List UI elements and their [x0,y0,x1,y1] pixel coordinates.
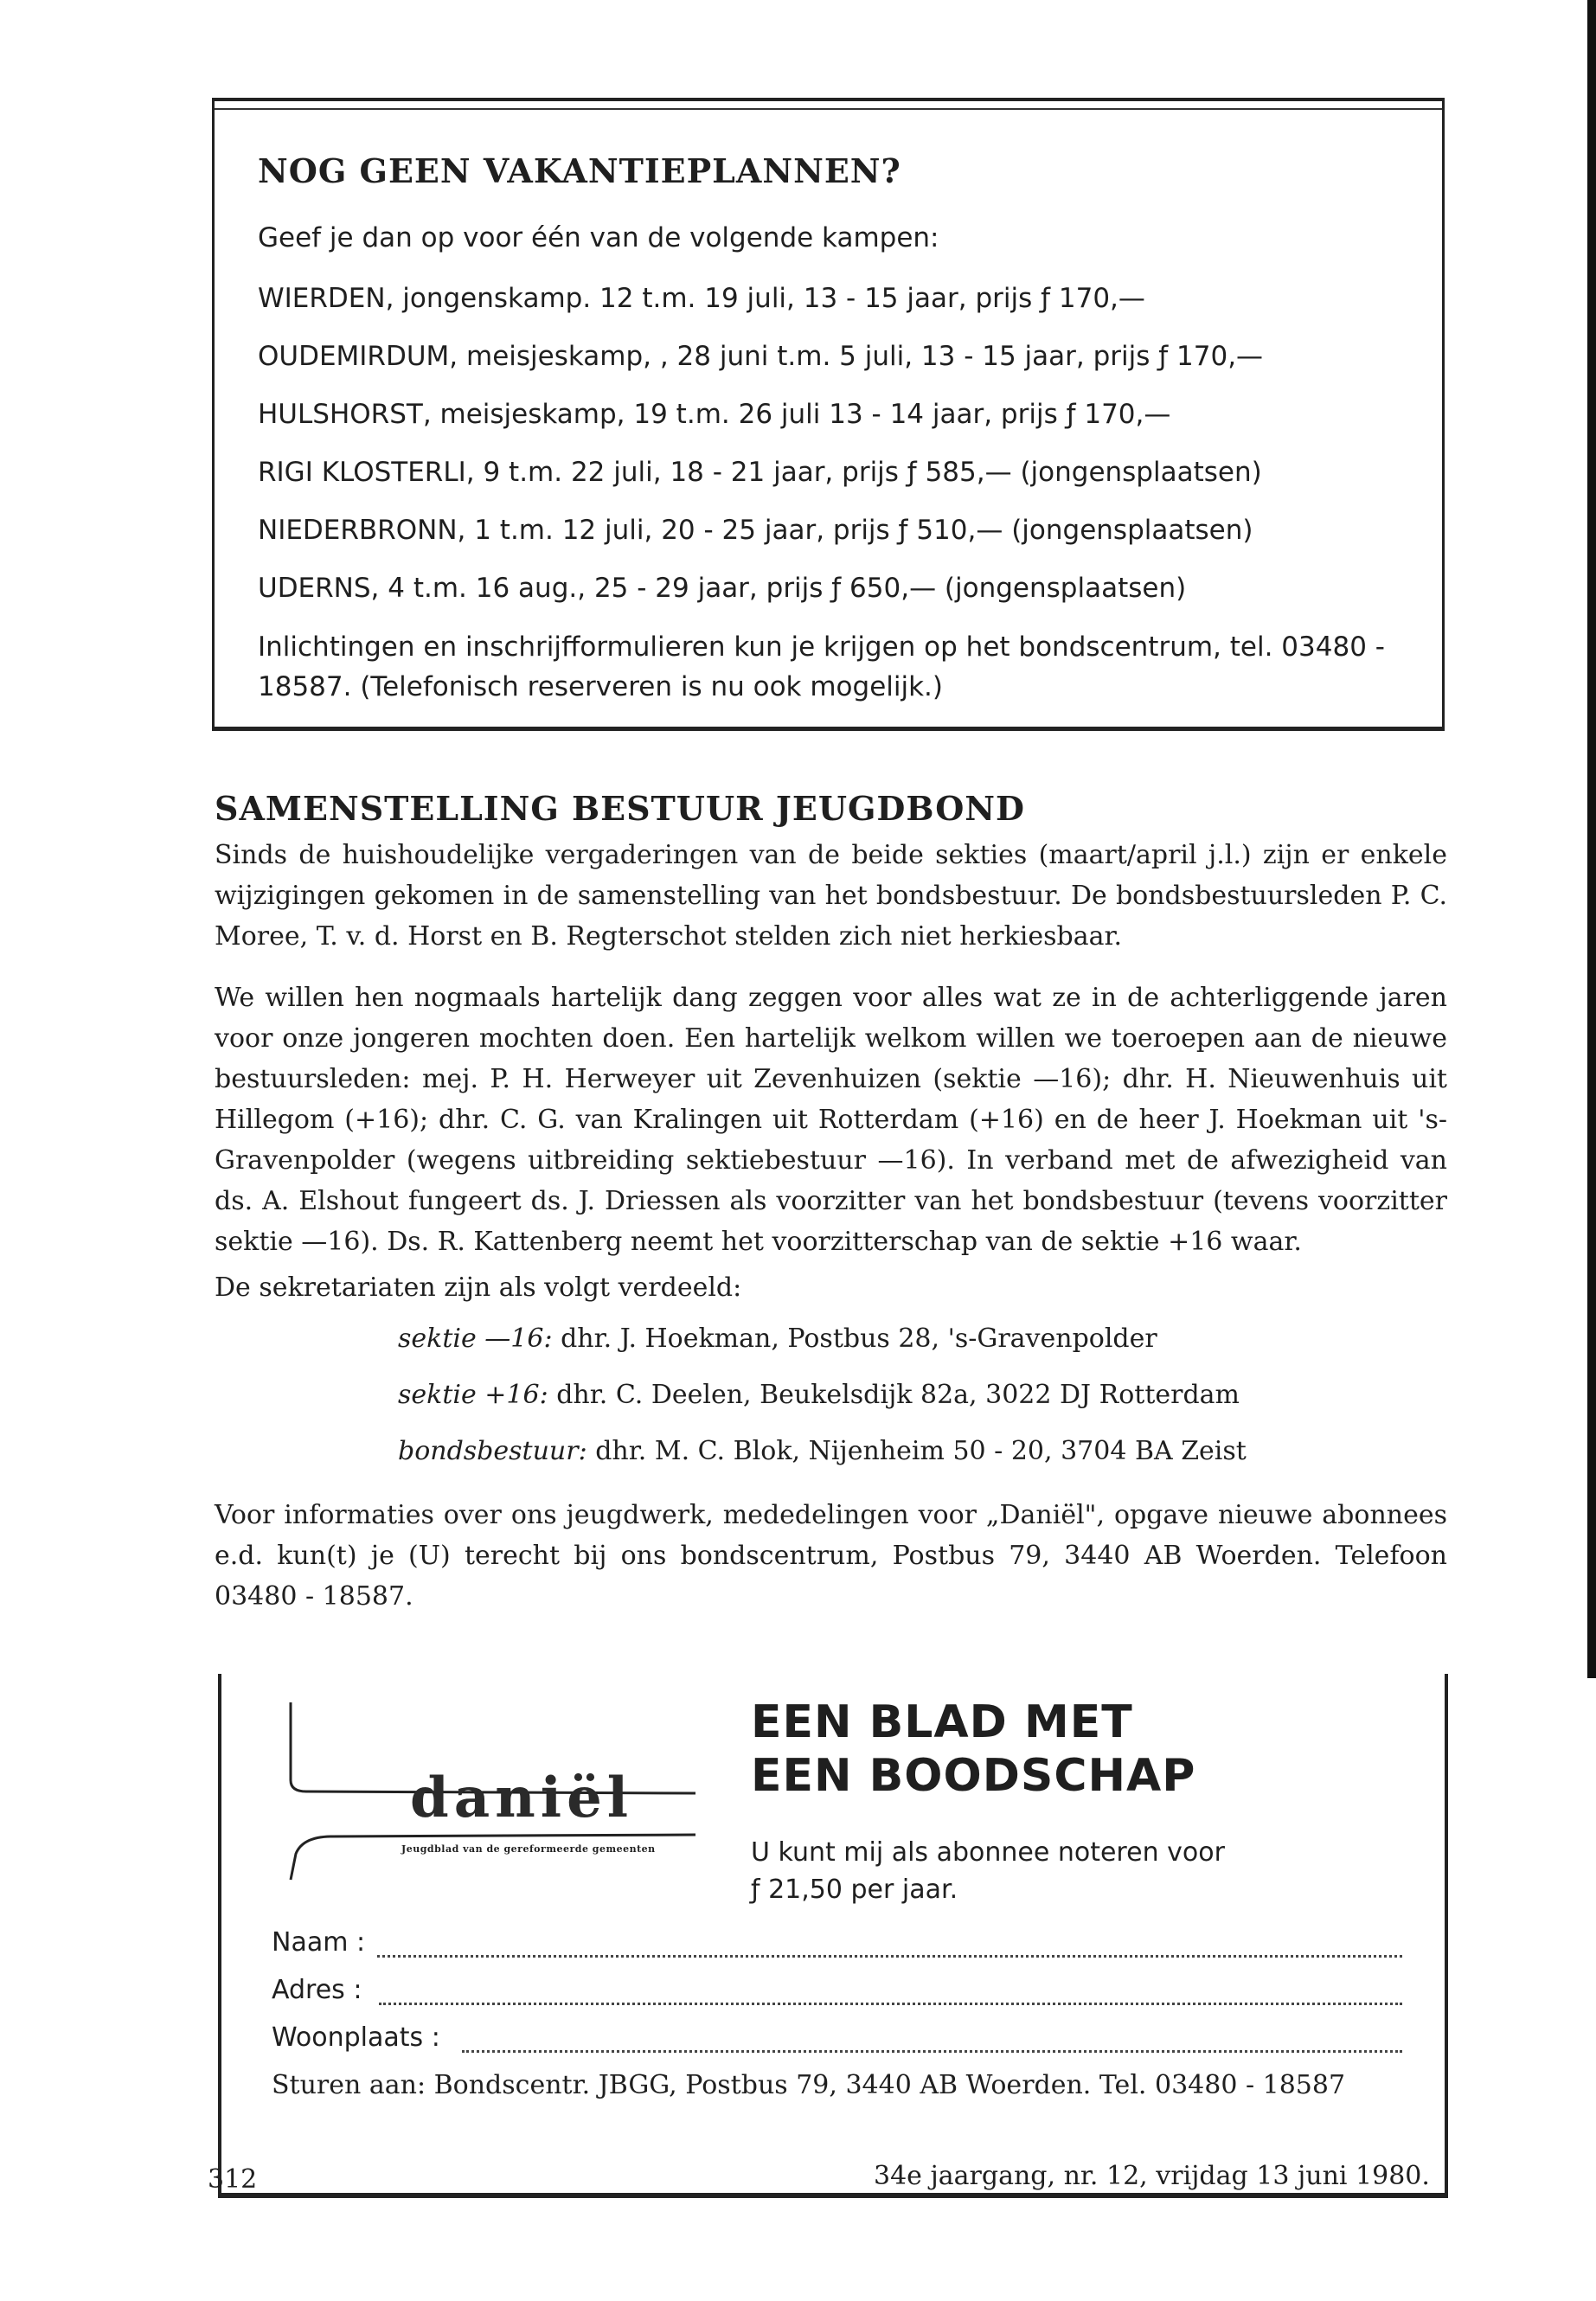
daniel-logo [280,1698,713,1888]
camp-item: UDERNS, 4 t.m. 16 aug., 25 - 29 jaar, prijs ƒ 650,— (jongensplaatsen) [258,573,1187,604]
camp-item: HULSHORST, meisjeskamp, 19 t.m. 26 juli 13 - 14 jaar, prijs ƒ 170,— [258,399,1171,430]
send-to-address: Sturen aan: Bondscentr. JBGG, Postbus 79, 3440 AB Woerden. Tel. 03480 - 18587 [272,2070,1346,2100]
bestuur-paragraph-3: De sekretariaten zijn als volgt verdeeld: [215,1272,742,1303]
address-text: dhr. M. C. Blok, Nijenheim 50 - 20, 3704 BA Zeist [586,1436,1247,1466]
field-naam-label: Naam : [272,1927,366,1958]
field-woonplaats-line[interactable] [462,2050,1402,2053]
bestuur-paragraph-4: Voor informaties over ons jeugdwerk, mededelingen voor „Daniël", opgave nieuwe abonnees e.d. kun(t) je (U) terecht bij ons bondscentrum, Postbus 79, 3440 AB Woerden. Telefoon 03480 - 18587. [215,1500,1447,1612]
address-label: sektie +16: [398,1380,548,1410]
slogan [751,1695,1195,1803]
vakantie-title: NOG GEEN VAKANTIEPLANNEN? [258,151,901,190]
bestuur-paragraph-2: We willen hen nogmaals hartelijk dang zeggen voor alles wat ze in de achterliggende jaren voor onze jongeren mochten doen. Een hartelijk welkom willen we toeroepen aan de nieuwe bestuursleden: mej. P. H. Herweyer uit Zevenhuizen (sektie —16); dhr. H. Nieuwenhuis uit Hillegom (+16); dhr. C. G. van Kralingen uit Rotterdam (+16) en de heer J. Hoekman uit 's-Gravenpolder (wegens uitbreiding sektiebestuur —16). In verband met de afwezigheid van ds. A. Elshout fungeert ds. J. Driessen als voorzitter van het bondsbestuur (tevens voorzitter sektie —16). Ds. R. Kattenberg neemt het voorzitterschap van de sektie +16 waar. [215,983,1447,1257]
page-number: 312 [208,2164,258,2195]
bestuur-paragraph-1: Sinds de huishoudelijke vergaderingen van de beide sekties (maart/april j.l.) zijn er enkele wijzigingen gekomen in de samenstelling van het bondsbestuur. De bondsbestuursleden P. C. Moree, T. v. d. Horst en B. Regterschot stelden zich niet herkiesbaar. [215,840,1447,952]
scan-edge [1587,0,1596,1678]
slogan-line: EEN BLAD MET [751,1696,1133,1748]
address-label: sektie —16: [398,1324,553,1354]
double-rule [215,108,1442,110]
subscription-text [751,1834,1225,1908]
field-adres-line[interactable] [379,2003,1402,2005]
issue-info: 34e jaargang, nr. 12, vrijdag 13 juni 1980. [874,2161,1430,2191]
camp-item: NIEDERBRONN, 1 t.m. 12 juli, 20 - 25 jaar, prijs ƒ 510,— (jongensplaatsen) [258,515,1253,546]
slogan-line: EEN BOODSCHAP [751,1750,1196,1802]
bestuur-title: SAMENSTELLING BESTUUR JEUGDBOND [215,789,1025,828]
camp-item: OUDEMIRDUM, meisjeskamp, , 28 juni t.m. 5 juli, 13 - 15 jaar, prijs ƒ 170,— [258,341,1264,372]
subscription-line: U kunt mij als abonnee noteren voor [751,1837,1225,1868]
field-naam-line[interactable] [377,1955,1402,1958]
address-line [398,1380,1240,1410]
address-text: dhr. C. Deelen, Beukelsdijk 82a, 3022 DJ Rotterdam [548,1380,1240,1410]
subscription-line: ƒ 21,50 per jaar. [751,1875,958,1905]
address-label: bondsbestuur: [398,1436,587,1466]
vakantie-box [212,98,1445,731]
address-line [398,1324,1157,1354]
vakantie-intro: Geef je dan op voor één van de volgende kampen: [258,222,939,253]
field-adres-label: Adres : [272,1975,362,2005]
address-text: dhr. J. Hoekman, Postbus 28, 's-Gravenpolder [552,1324,1157,1354]
camp-item: RIGI KLOSTERLI, 9 t.m. 22 juli, 18 - 21 jaar, prijs ƒ 585,— (jongensplaatsen) [258,457,1262,488]
address-line [398,1436,1247,1466]
logo-wordmark: daniël [410,1766,634,1830]
abonnement-box [218,1674,1448,2198]
logo-subtitle: Jeugdblad van de gereformeerde gemeenten [401,1843,656,1855]
camp-item: WIERDEN, jongenskamp. 12 t.m. 19 juli, 13 - 15 jaar, prijs ƒ 170,— [258,283,1145,314]
vakantie-info: Inlichtingen en inschrijfformulieren kun je krijgen op het bondscentrum, tel. 03480 - 18587. (Telefonisch reserveren is nu ook mogelijk.) [258,631,1385,702]
field-woonplaats-label: Woonplaats : [272,2022,440,2053]
